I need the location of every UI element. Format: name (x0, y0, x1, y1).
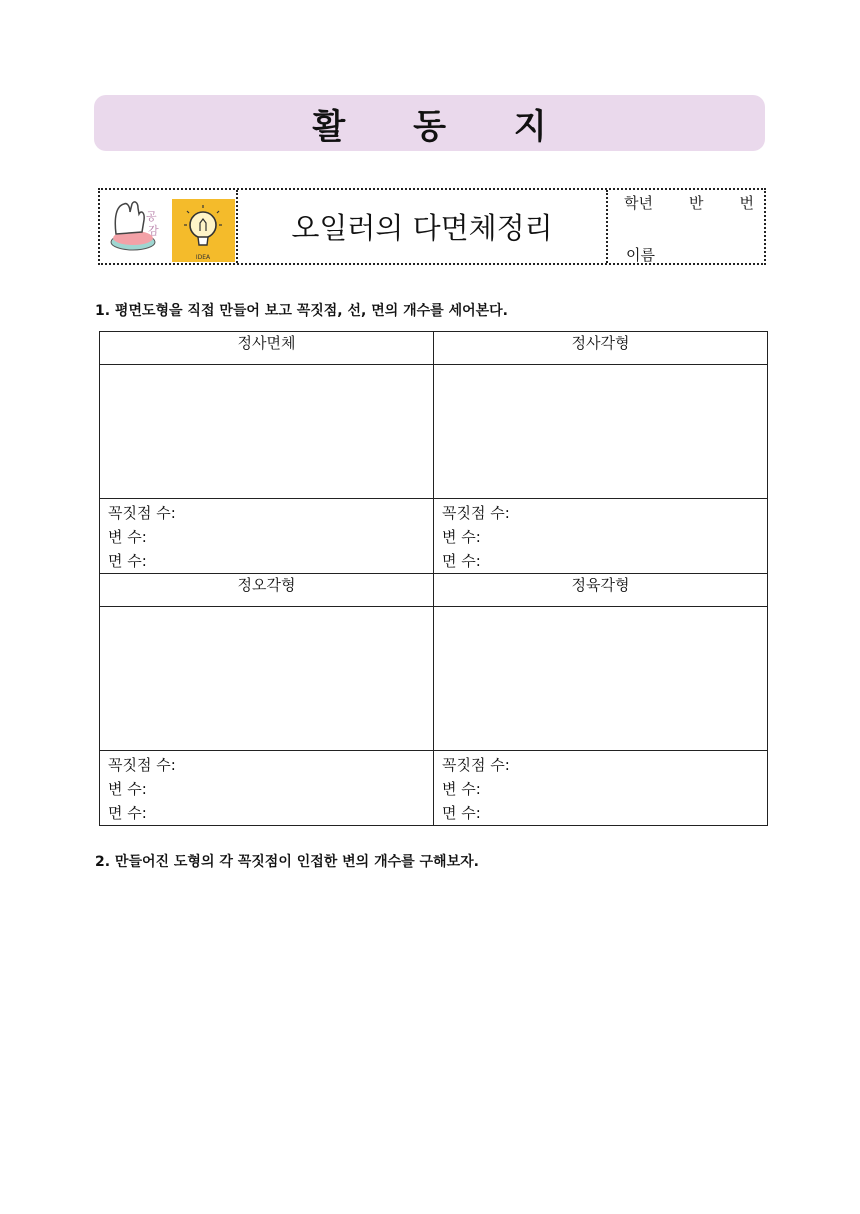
count-cell[interactable] (100, 751, 434, 826)
edge-count-label: 변 수: (442, 528, 481, 546)
shape-header: 정사면체 (100, 332, 434, 365)
worksheet-title: 활 동 지 (312, 106, 575, 147)
face-count-label: 면 수: (108, 804, 147, 822)
idea-icon-bg (172, 199, 235, 262)
vertex-count-label: 꼭짓점 수: (442, 756, 510, 774)
drawing-area[interactable] (100, 607, 434, 751)
face-count-label: 면 수: (442, 552, 481, 570)
question-1: 1. 평면도형을 직접 만들어 보고 꼭짓점, 선, 면의 개수를 세어본다. (95, 303, 508, 319)
question-2: 2. 만들어진 도형의 각 꼭짓점이 인접한 변의 개수를 구해보자. (95, 854, 479, 870)
topic-title: 오일러의 다면체정리 (238, 190, 608, 263)
count-cell[interactable] (100, 499, 434, 574)
shape-header: 정오각형 (100, 574, 434, 607)
grade-label: 학년 (624, 194, 653, 212)
svg-text:공: 공 (146, 210, 157, 223)
svg-text:감: 감 (148, 224, 159, 237)
class-label: 반 (688, 194, 704, 212)
shape-header: 정사각형 (434, 332, 768, 365)
shape-header: 정육각형 (434, 574, 768, 607)
idea-label: IDEA (195, 254, 211, 261)
edge-count-label: 변 수: (108, 780, 147, 798)
ribbon-hand-icon (108, 198, 166, 256)
face-count-label: 면 수: (442, 804, 481, 822)
number-label: 번 (739, 194, 754, 212)
drawing-area[interactable] (434, 365, 768, 499)
header-box (98, 188, 766, 265)
header-icons (100, 190, 238, 263)
drawing-area[interactable] (434, 607, 768, 751)
worksheet-title-bar (94, 95, 765, 151)
shapes-table (99, 331, 768, 826)
vertex-count-label: 꼭짓점 수: (442, 504, 510, 522)
count-cell[interactable] (434, 751, 768, 826)
vertex-count-label: 꼭짓점 수: (108, 756, 176, 774)
drawing-area[interactable] (100, 365, 434, 499)
face-count-label: 면 수: (108, 552, 147, 570)
grade-class-number (624, 192, 754, 213)
edge-count-label: 변 수: (442, 780, 481, 798)
student-info (608, 190, 764, 263)
light-bulb-icon (172, 199, 235, 262)
vertex-count-label: 꼭짓점 수: (108, 504, 176, 522)
count-cell[interactable] (434, 499, 768, 574)
name-label: 이름 (626, 246, 655, 264)
edge-count-label: 변 수: (108, 528, 147, 546)
